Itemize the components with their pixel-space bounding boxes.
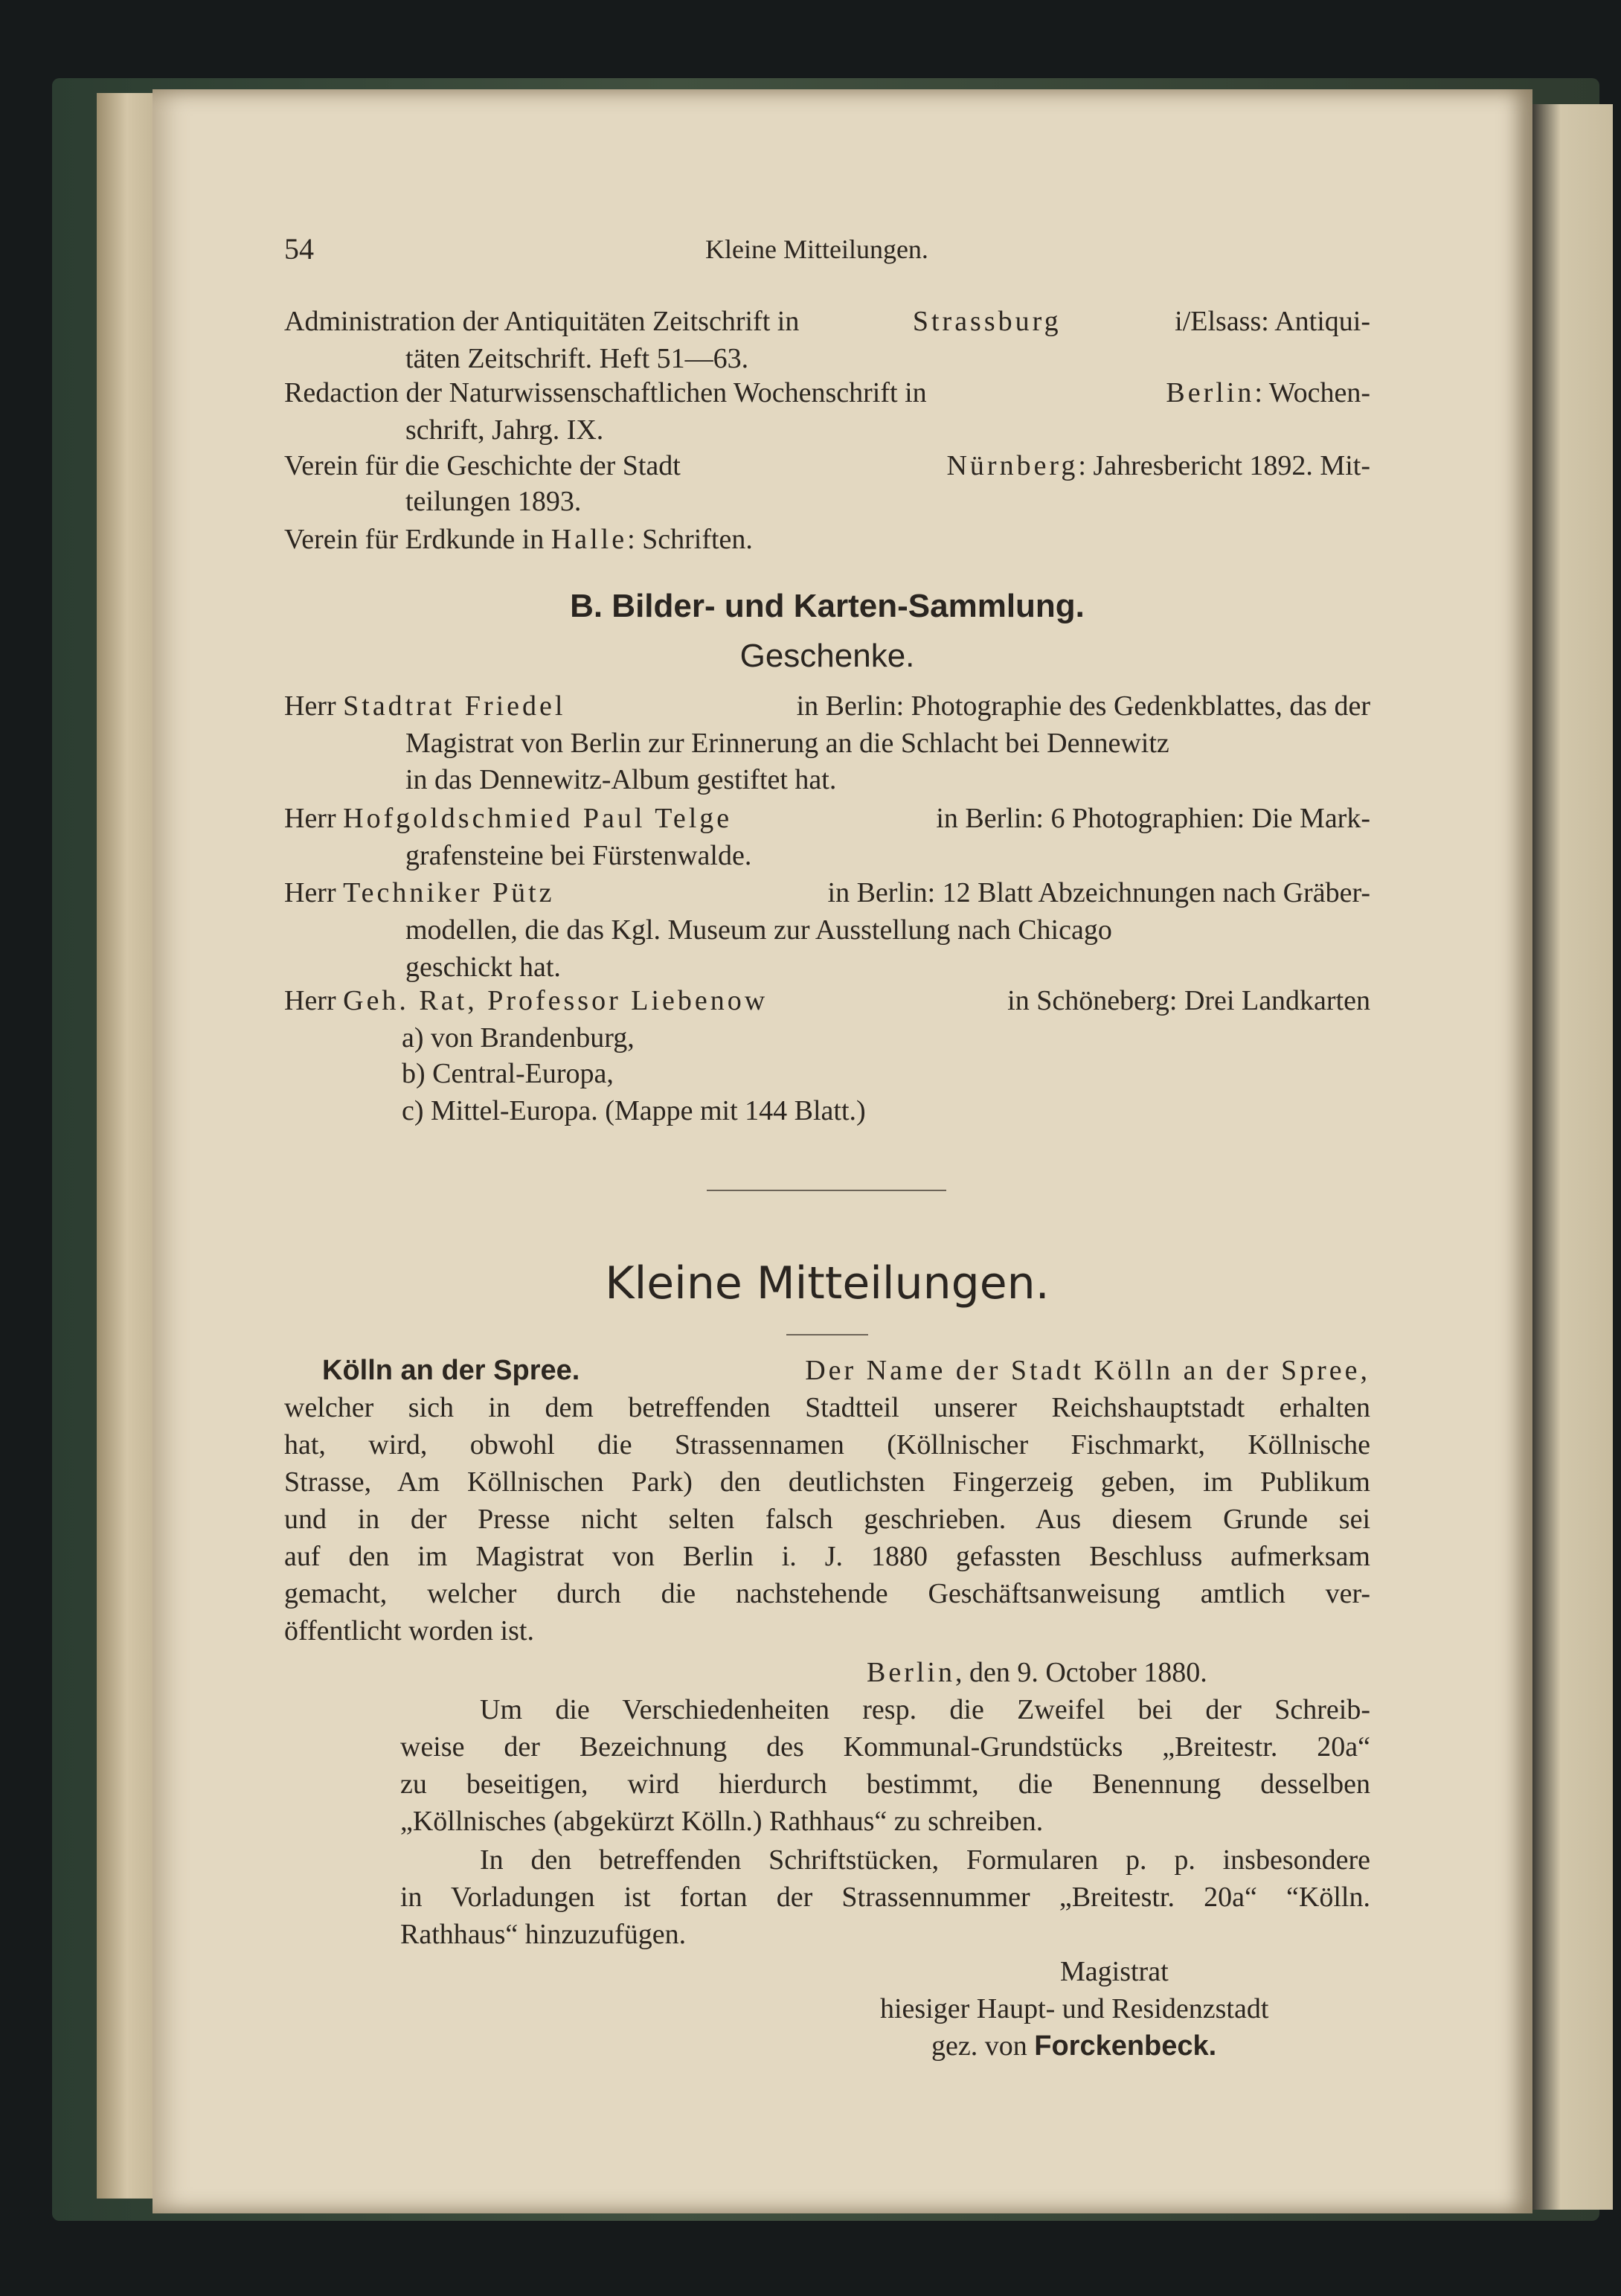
periodical-entry bbox=[284, 521, 753, 558]
entry-rest: : Schriften. bbox=[627, 524, 753, 555]
entry-rest: i/Elsass: Antiqui- bbox=[1175, 306, 1370, 337]
section-divider bbox=[707, 1190, 946, 1191]
article-line: auf den im Magistrat von Berlin i. J. 1880 gefassten Beschluss aufmerksam bbox=[284, 1541, 1370, 1572]
gift-subitem: a) von Brandenburg, bbox=[402, 1022, 635, 1054]
gift-line: in Berlin: 6 Photographien: Die Mark- bbox=[936, 803, 1370, 834]
facing-page-edge bbox=[1532, 104, 1613, 2210]
quoted-line: zu beseitigen, wird hierdurch bestimmt, die Benennung desselben bbox=[400, 1769, 1370, 1800]
gift-herr: Herr bbox=[284, 985, 336, 1016]
periodical-entry-continuation: schrift, Jahrg. IX. bbox=[405, 414, 604, 446]
article-first-line bbox=[322, 1352, 1370, 1389]
gift-entry bbox=[284, 800, 1370, 837]
signature-line bbox=[931, 2027, 1216, 2065]
heading-underline bbox=[786, 1334, 868, 1335]
quoted-line: „Köllnisches (abgekürzt Kölln.) Rathhaus“ zu schreiben. bbox=[400, 1806, 1044, 1837]
gift-donor: Hofgoldschmied Paul Telge bbox=[343, 803, 733, 834]
article-line: hat, wird, obwohl die Strassennamen (Köllnischer Fischmarkt, Köllnische bbox=[284, 1429, 1370, 1460]
dateline-place: Berlin bbox=[867, 1657, 955, 1688]
gift-donor: Stadtrat Friedel bbox=[343, 690, 566, 722]
gift-line: in Berlin: Photographie des Gedenkblattes, das der bbox=[796, 690, 1370, 722]
section-subtitle: Geschenke. bbox=[739, 638, 915, 674]
entry-lead: Verein für die Geschichte der Stadt bbox=[284, 450, 681, 481]
section-title: B. Bilder- und Karten-Sammlung. bbox=[570, 588, 1085, 624]
signature-line: hiesiger Haupt- und Residenzstadt bbox=[880, 1993, 1269, 2024]
entry-lead: Administration der Antiquitäten Zeitschrift in bbox=[284, 306, 800, 337]
entry-place: Berlin bbox=[1166, 377, 1255, 408]
signature-prefix: gez. von bbox=[931, 2030, 1027, 2062]
article-line: welcher sich in dem betreffenden Stadtteil unserer Reichshauptstadt erhalten bbox=[284, 1392, 1370, 1423]
gift-herr: Herr bbox=[284, 877, 336, 908]
article-topic: Kölln an der Spree. bbox=[322, 1355, 580, 1386]
article-line: öffentlicht worden ist. bbox=[284, 1615, 534, 1646]
periodical-entry bbox=[284, 374, 1370, 411]
document-dateline bbox=[867, 1654, 1207, 1691]
entry-lead: Verein für Erdkunde in bbox=[284, 524, 545, 555]
periodical-entry bbox=[284, 303, 1370, 340]
gift-subitem: b) Central-Europa, bbox=[402, 1058, 614, 1089]
gift-line bbox=[405, 911, 1370, 949]
gift-herr: Herr bbox=[284, 690, 336, 722]
periodical-entry bbox=[284, 447, 1370, 484]
dateline-date: , den 9. October 1880. bbox=[954, 1657, 1207, 1688]
article-line: und in der Presse nicht selten falsch geschrieben. Aus diesem Grunde sei bbox=[284, 1504, 1370, 1535]
entry-rest: : Wochen- bbox=[1254, 377, 1370, 408]
running-title: Kleine Mitteilungen. bbox=[705, 234, 928, 264]
article-line: gemacht, welcher durch die nachstehende Geschäftsanweisung amtlich ver- bbox=[284, 1578, 1370, 1609]
gift-line: in das Dennewitz-Album gestiftet hat. bbox=[405, 764, 837, 795]
signature-line: Magistrat bbox=[1060, 1956, 1169, 1987]
gift-entry bbox=[284, 982, 1370, 1019]
gift-donor: Geh. Rat, Professor Liebenow bbox=[343, 985, 768, 1016]
gift-line: Magistrat von Berlin zur Erinnerung an die Schlacht bei Dennewitz bbox=[405, 728, 1169, 759]
quoted-line: Um die Verschiedenheiten resp. die Zweifel bei der Schreib- bbox=[480, 1694, 1370, 1725]
quoted-line: in Vorladungen ist fortan der Strassennummer „Breitestr. 20a“ “Kölln. bbox=[400, 1882, 1370, 1913]
periodical-entry-continuation: teilungen 1893. bbox=[405, 486, 582, 517]
gift-herr: Herr bbox=[284, 803, 336, 834]
entry-rest: : Jahresbericht 1892. Mit- bbox=[1078, 450, 1370, 481]
entry-place: Halle bbox=[551, 524, 628, 555]
gift-line: in Schöneberg: Drei Landkarten bbox=[1007, 985, 1370, 1016]
article-line: Der Name der Stadt Kölln an der Spree, bbox=[805, 1355, 1370, 1386]
gift-line-text: modellen, die das Kgl. Museum zur Ausstellung nach Chicago bbox=[405, 914, 1112, 946]
entry-lead: Redaction der Naturwissenschaftlichen Wochenschrift in bbox=[284, 377, 927, 408]
entry-place: Strassburg bbox=[912, 306, 1062, 337]
gift-donor: Techniker Pütz bbox=[343, 877, 555, 908]
signature-name: Forckenbeck. bbox=[1034, 2030, 1217, 2062]
article-heading: Kleine Mitteilungen. bbox=[605, 1257, 1050, 1309]
quoted-line: weise der Bezeichnung des Kommunal-Grundstücks „Breitestr. 20a“ bbox=[400, 1731, 1370, 1763]
article-line: Strasse, Am Köllnischen Park) den deutlichsten Fingerzeig geben, im Publikum bbox=[284, 1466, 1370, 1498]
gift-entry bbox=[284, 687, 1370, 725]
gift-entry bbox=[284, 874, 1370, 911]
gift-line: in Berlin: 12 Blatt Abzeichnungen nach Gräber- bbox=[827, 877, 1370, 908]
gift-subitem: c) Mittel-Europa. (Mappe mit 144 Blatt.) bbox=[402, 1095, 866, 1126]
page-number: 54 bbox=[284, 232, 314, 266]
entry-place: Nürnberg bbox=[946, 450, 1079, 481]
gift-line: geschickt hat. bbox=[405, 952, 561, 983]
quoted-line: Rathhaus“ hinzuzufügen. bbox=[400, 1919, 687, 1950]
periodical-entry-continuation: täten Zeitschrift. Heft 51—63. bbox=[405, 343, 749, 374]
quoted-line: In den betreffenden Schriftstücken, Formularen p. p. insbesondere bbox=[480, 1844, 1370, 1876]
gift-line: grafensteine bei Fürstenwalde. bbox=[405, 840, 752, 871]
